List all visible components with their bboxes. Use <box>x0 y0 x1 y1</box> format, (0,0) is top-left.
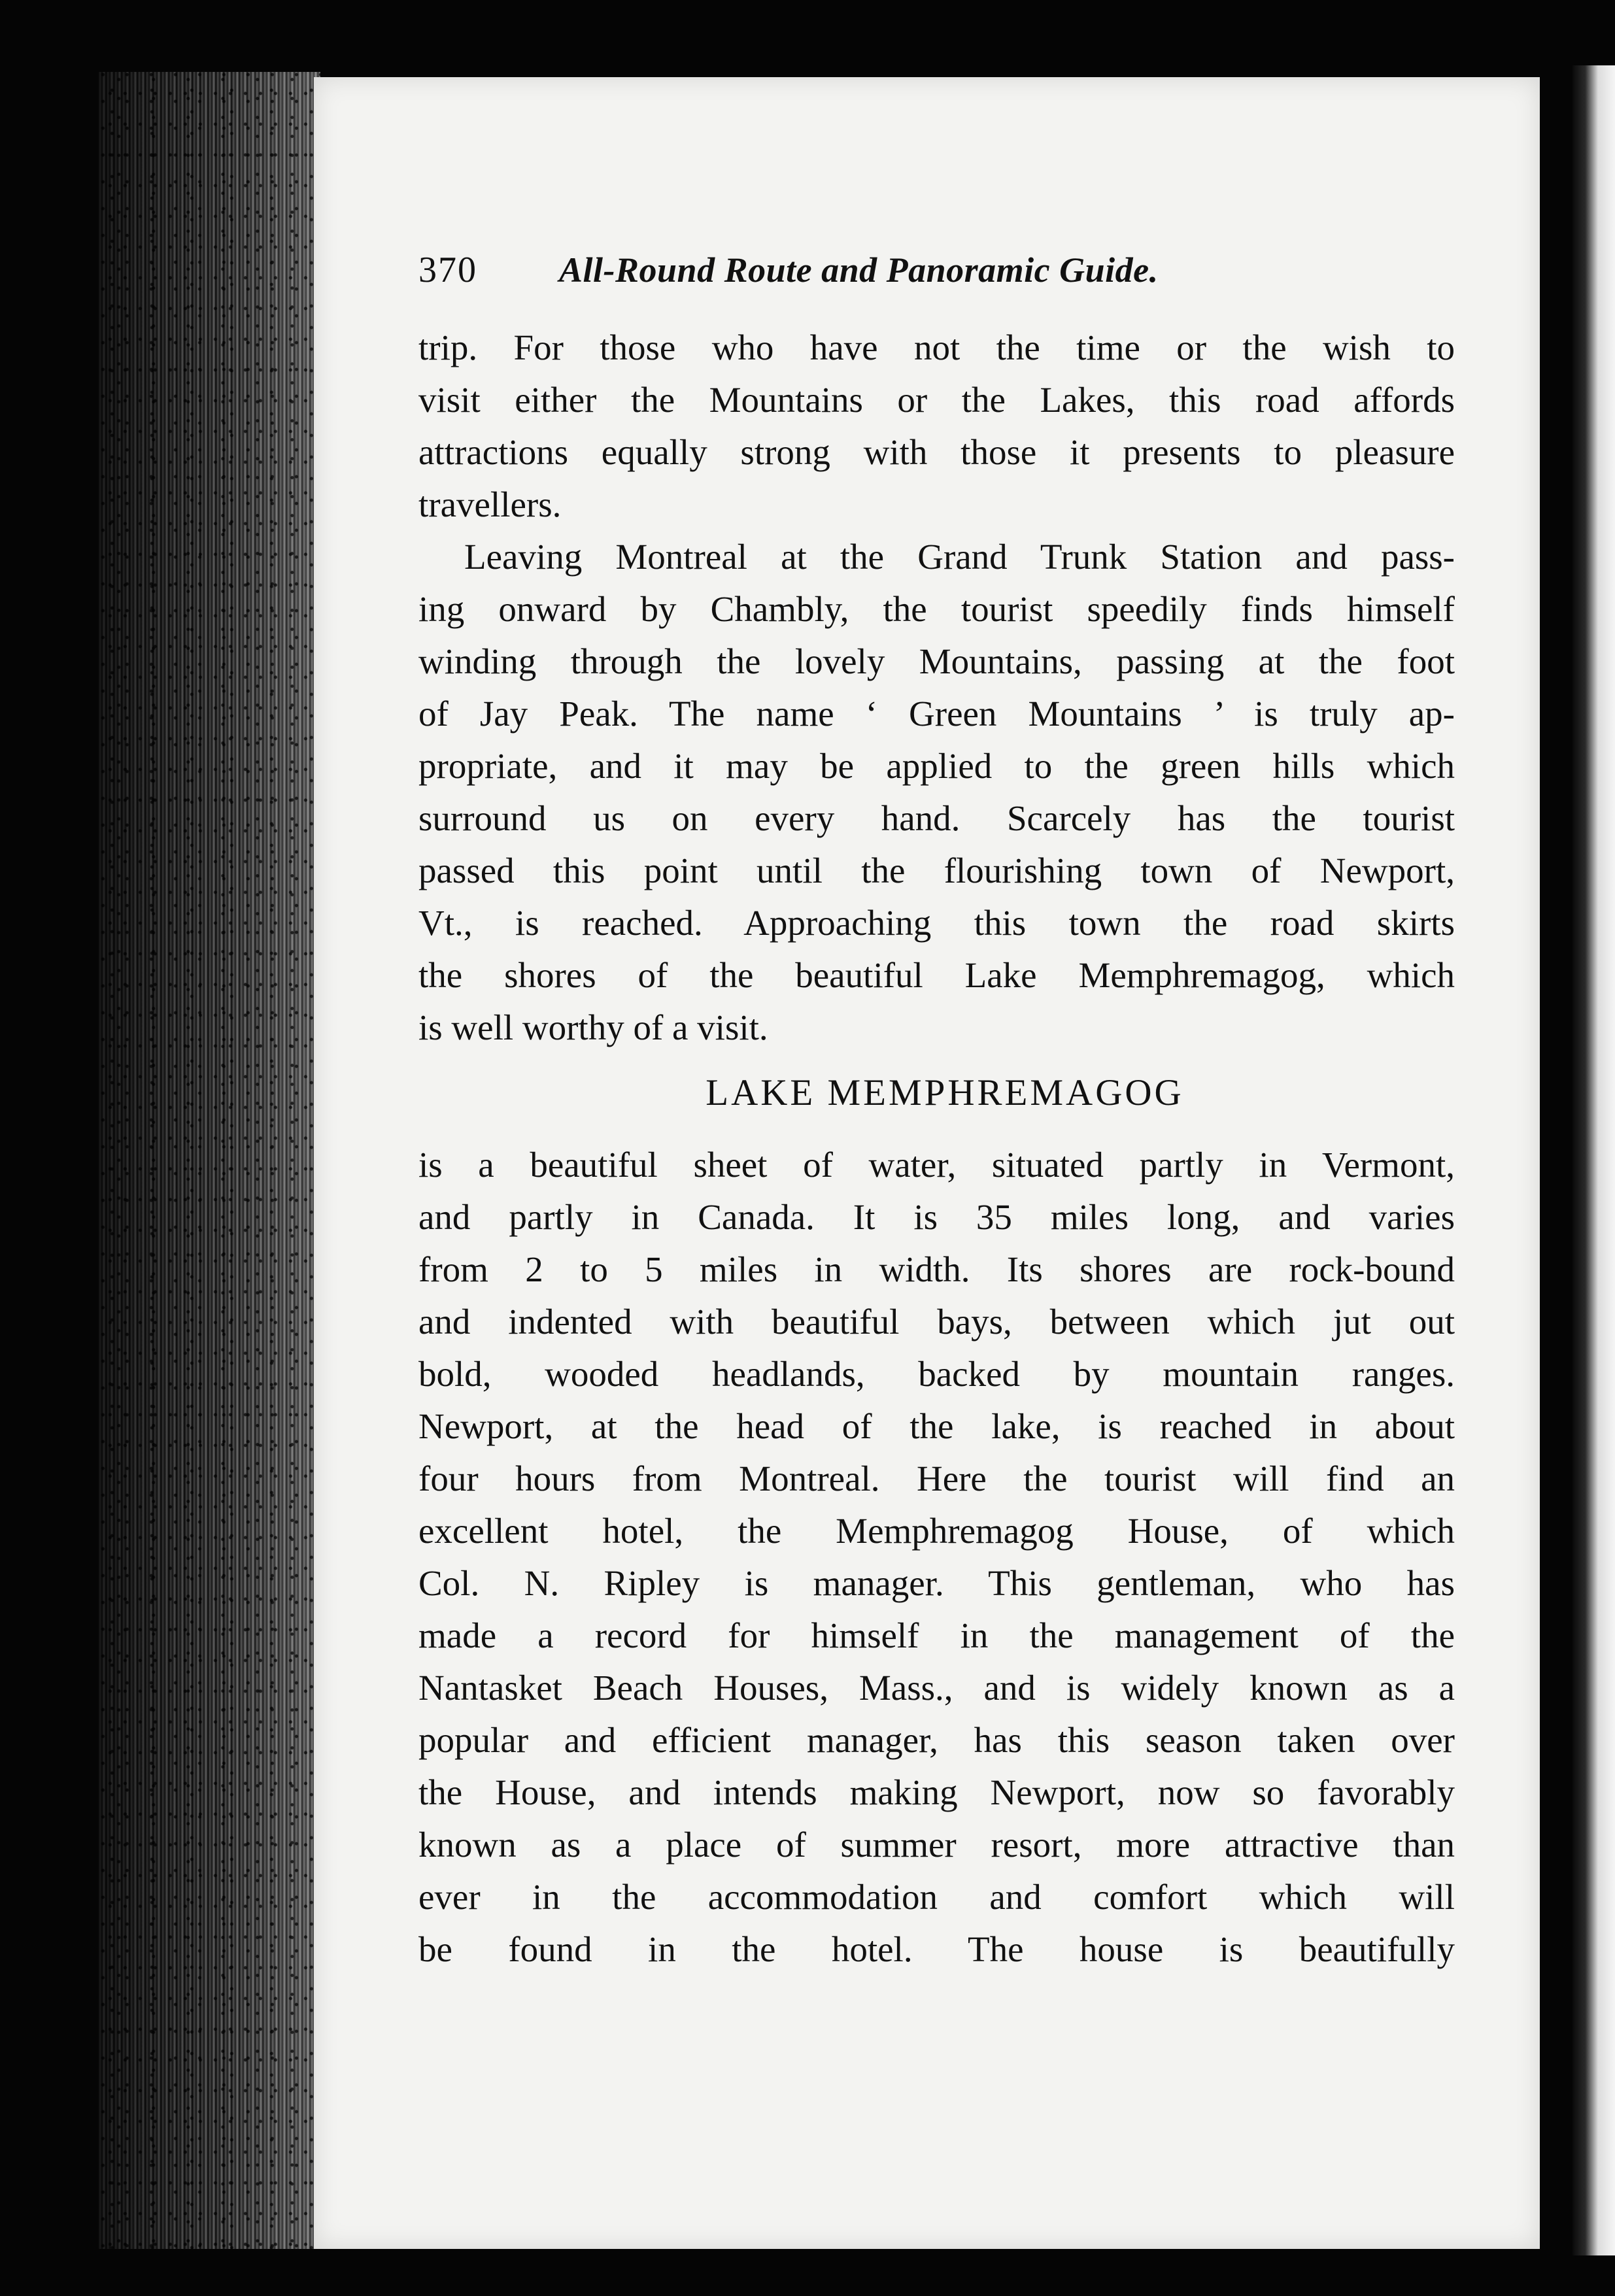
body-text <box>418 322 1455 1976</box>
text-line: passed this point until the flourishing town of Newport, <box>418 851 1455 890</box>
text-line: the shores of the beautiful Lake Memphremagog, which <box>418 955 1455 995</box>
text-line: travellers. <box>418 484 562 524</box>
text-line: bold, wooded headlands, backed by mountain ranges. <box>418 1354 1455 1394</box>
text-line: made a record for himself in the management of the <box>418 1615 1455 1655</box>
text-line: four hours from Montreal. Here the tourist will find an <box>418 1459 1455 1498</box>
page-edge-speckle <box>98 72 320 2249</box>
text-line: and partly in Canada. It is 35 miles long, and varies <box>418 1197 1455 1237</box>
text-line: excellent hotel, the Memphremagog House, of which <box>418 1511 1455 1551</box>
page-number: 370 <box>418 250 477 290</box>
text-line: known as a place of summer resort, more attractive than <box>418 1825 1455 1865</box>
text-line: popular and efficient manager, has this season taken over <box>418 1720 1455 1760</box>
next-page-edge <box>1572 65 1615 2255</box>
text-line: of Jay Peak. The name ‘ Green Mountains ’ is truly ap- <box>418 694 1455 734</box>
paragraph <box>418 322 1455 531</box>
text-line: Newport, at the head of the lake, is reached in about <box>418 1406 1455 1446</box>
text-line: trip. For those who have not the time or the wish to <box>418 328 1455 367</box>
section-heading: LAKE MEMPHREMAGOG <box>706 1072 1184 1113</box>
text-line: ever in the accommodation and comfort which will <box>418 1877 1455 1917</box>
text-line: Vt., is reached. Approaching this town the road skirts <box>418 903 1455 943</box>
paragraph <box>418 1139 1455 1976</box>
text-line: and indented with beautiful bays, between which jut out <box>418 1302 1455 1342</box>
text-line: Nantasket Beach Houses, Mass., and is widely known as a <box>418 1668 1455 1708</box>
running-title: All-Round Route and Panoramic Guide. <box>559 250 1159 290</box>
text-line: Col. N. Ripley is manager. This gentleman, who has <box>418 1563 1455 1603</box>
text-line: attractions equally strong with those it presents to pleasure <box>418 432 1455 472</box>
text-line: is well worthy of a visit. <box>418 1007 768 1047</box>
text-line: Leaving Montreal at the Grand Trunk Station and pass- <box>464 537 1455 577</box>
paragraph <box>418 531 1455 1054</box>
text-line: winding through the lovely Mountains, passing at the foot <box>418 641 1455 681</box>
text-line: surround us on every hand. Scarcely has the tourist <box>418 798 1455 838</box>
text-line: be found in the hotel. The house is beautifully <box>418 1929 1455 1969</box>
text-line: ing onward by Chambly, the tourist speedily finds himself <box>418 589 1455 629</box>
running-header <box>418 241 1321 299</box>
text-line: propriate, and it may be applied to the green hills which <box>418 746 1455 786</box>
text-line: the House, and intends making Newport, now so favorably <box>418 1772 1455 1812</box>
text-line: from 2 to 5 miles in width. Its shores are rock-bound <box>418 1249 1455 1289</box>
text-line: visit either the Mountains or the Lakes, this road affords <box>418 380 1455 420</box>
text-line: is a beautiful sheet of water, situated partly in Vermont, <box>418 1145 1455 1185</box>
